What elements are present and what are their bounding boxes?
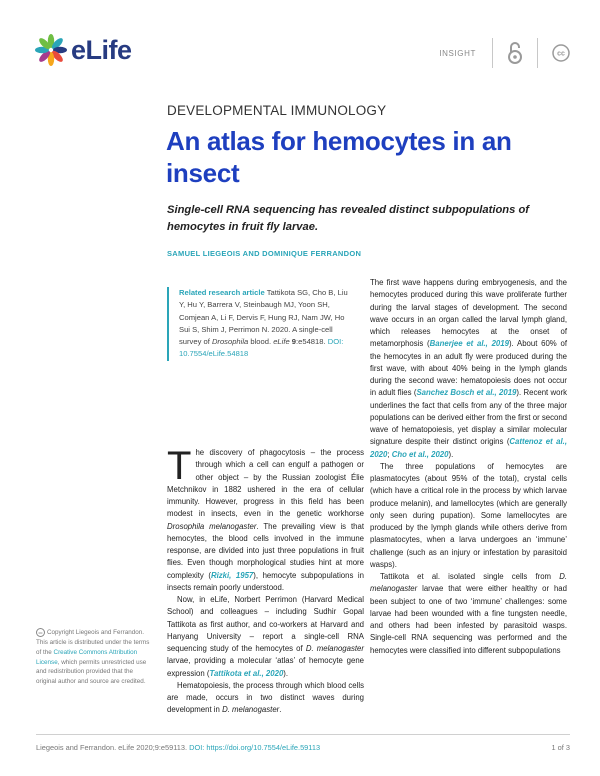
citation-link[interactable]: Banerjee et al., 2019 — [429, 339, 509, 349]
copyright-notice — [36, 628, 154, 687]
text-span: . The prevailing view is that hemocytes, the blood cells involved in the immune response, are divided into just three populations in fruit flies. Even though morphological studies hint at more complexity ( — [167, 521, 364, 580]
text-span: larvae, providing a molecular ‘atlas’ of hemocyte gene expression ( — [167, 656, 364, 678]
related-article-box — [167, 287, 355, 361]
paragraph: The three populations of hemocytes are plasmatocytes (about 95% of the total), crystal cells (which have a critical role in the process by which larvae produce melanin), and lamellocytes (which are generally only seen during pupation). Some lamellocytes are produced by the lymph glands while others derive from plasmatocytes, when a larva undergoes an ‘immune’ challenge (such as an injury or infestation by parasitoid wasps). — [370, 461, 567, 569]
article-authors: SAMUEL LIEGEOIS AND DOMINIQUE FERRANDON — [167, 249, 362, 258]
page-footer — [36, 734, 570, 752]
species-name: Drosophila melanogaster — [167, 521, 257, 531]
license-link[interactable]: Creative Commons Attribution License — [36, 648, 138, 666]
text-span: larvae that were either healthy or had been subject to one of two ‘immune’ challenges: some larvae had been wounded with a fine tungsten needle, and others had been infested by parasitoid wasps. Single-cell RNA sequencing was performed and the hemocytes were classified into different subpopulations — [370, 584, 567, 655]
article-subtitle: Single-cell RNA sequencing has revealed distinct subpopulations of hemocytes in fruit fly larvae. — [167, 204, 529, 233]
header-badges — [439, 38, 570, 68]
svg-text:cc: cc — [557, 50, 565, 58]
body-column-left — [167, 444, 364, 717]
divider — [492, 38, 493, 68]
article-title: An atlas for hemocytes in an insect — [166, 126, 512, 188]
article-type: INSIGHT — [439, 48, 476, 58]
copyright-text: Copyright Liegeois and Ferrandon. This article is distributed under the terms of the — [36, 629, 150, 656]
text-span: Now, in eLife, Norbert Perrimon (Harvard Medical School) and colleagues – including Sudhir Gopal Tattikota as first author, and co-workers at Harvard and Hanyang University – report a single-cell RNA sequencing study of the hemocytes of — [167, 595, 364, 653]
text-span: ). Recent work underlines the fact that cells from any of the three major populations can be derived either from the first or second wave of hematopoiesis, yet display a similar molecular signature despite their distinct origins ( — [370, 388, 567, 447]
text-span: ). About 60% of the hemocytes in an adult fly were produced during the first wave, with about 40% being in the lymph glands during the second wave: hematopoiesis does not occur in adult flies ( — [370, 339, 567, 398]
paragraph — [167, 444, 364, 594]
related-volume: 9 — [291, 337, 297, 347]
text-span: ; — [387, 449, 392, 459]
paragraph — [167, 594, 364, 680]
paragraph — [370, 571, 567, 657]
species-name: D. melanogaster — [370, 572, 567, 594]
citation-link[interactable]: Sanchez Bosch et al., 2019 — [416, 388, 517, 398]
drop-cap: T — [167, 444, 192, 488]
related-text2: blood. — [250, 337, 272, 347]
text-span: The first wave happens during embryogenesis, and the hemocytes produced during this wave proliferate further during the larval stages of development. The second wave occurs in an organ called the larval lymph gland, which releases hemocytes at the onset of metamorphosis ( — [370, 278, 567, 349]
text-span: he discovery of phagocytosis – the process through which a cell can engulf a pathogen or other object – by the Russian zoologist Élie Metchnikov in 1882 ushered in the era of cellular immunity. However, progress in this field has been modest in insects, even in the genetic workhorse — [167, 448, 364, 519]
text-span: Hematopoiesis, the process through which blood cells are made, occurs in two distinct waves during development in — [167, 680, 364, 715]
text-span: ). — [283, 668, 289, 678]
body-column-right — [370, 277, 567, 657]
paragraph — [167, 680, 364, 717]
related-label: Related research article — [179, 288, 265, 297]
elife-logo[interactable] — [33, 32, 132, 68]
brand-name: eLife — [71, 34, 132, 65]
text-span: ), hemocyte subpopulations in insects remain poorly understood. — [167, 570, 364, 592]
copyright-text: , which permits unrestricted use and redistribution provided that the original author and source are credited. — [36, 658, 147, 686]
related-citation: Tattikota SG, Cho B, Liu Y, Hu Y, Barrera V, Steinbaugh MJ, Yoon SH, Comjean A, Li F, Dervis F, Hung RJ, Nam JW, Ho Sui S, Shim J, Perrimon N. 2020. A single-cell survey of — [179, 288, 348, 347]
text-span: ). — [448, 449, 454, 459]
text-span: . — [279, 705, 282, 715]
species-name: D. melanogaster — [305, 644, 364, 653]
citation-link[interactable]: Cho et al., 2020 — [391, 449, 449, 459]
cc-badge-icon: cc — [36, 628, 45, 637]
divider — [537, 38, 538, 68]
article-category: DEVELOPMENTAL IMMUNOLOGY — [167, 103, 387, 118]
footer-doi-link[interactable]: DOI: https://doi.org/10.7554/eLife.59113 — [189, 743, 321, 752]
footer-citation: Liegeois and Ferrandon. eLife 2020;9:e59113. — [36, 743, 188, 752]
page-number: 1 of 3 — [551, 743, 570, 752]
paragraph — [370, 277, 567, 461]
citation-link[interactable]: Tattikota et al., 2020 — [209, 668, 284, 678]
related-doi-link[interactable]: DOI: 10.7554/eLife.54818 — [179, 337, 344, 359]
related-species: Drosophila — [211, 337, 249, 347]
creative-commons-icon[interactable] — [552, 44, 570, 62]
open-access-icon[interactable] — [507, 41, 523, 65]
text-span: Tattikota et al. isolated single cells from — [380, 572, 552, 581]
elife-logo-icon — [33, 32, 69, 68]
citation-link[interactable]: Rizki, 1957 — [210, 570, 254, 580]
species-name: D. melanogaster — [222, 705, 280, 715]
citation-link[interactable]: Cattenoz et al., 2020 — [370, 437, 567, 459]
related-journal: eLife — [273, 337, 290, 347]
related-article-number: :e54818. — [296, 337, 326, 347]
